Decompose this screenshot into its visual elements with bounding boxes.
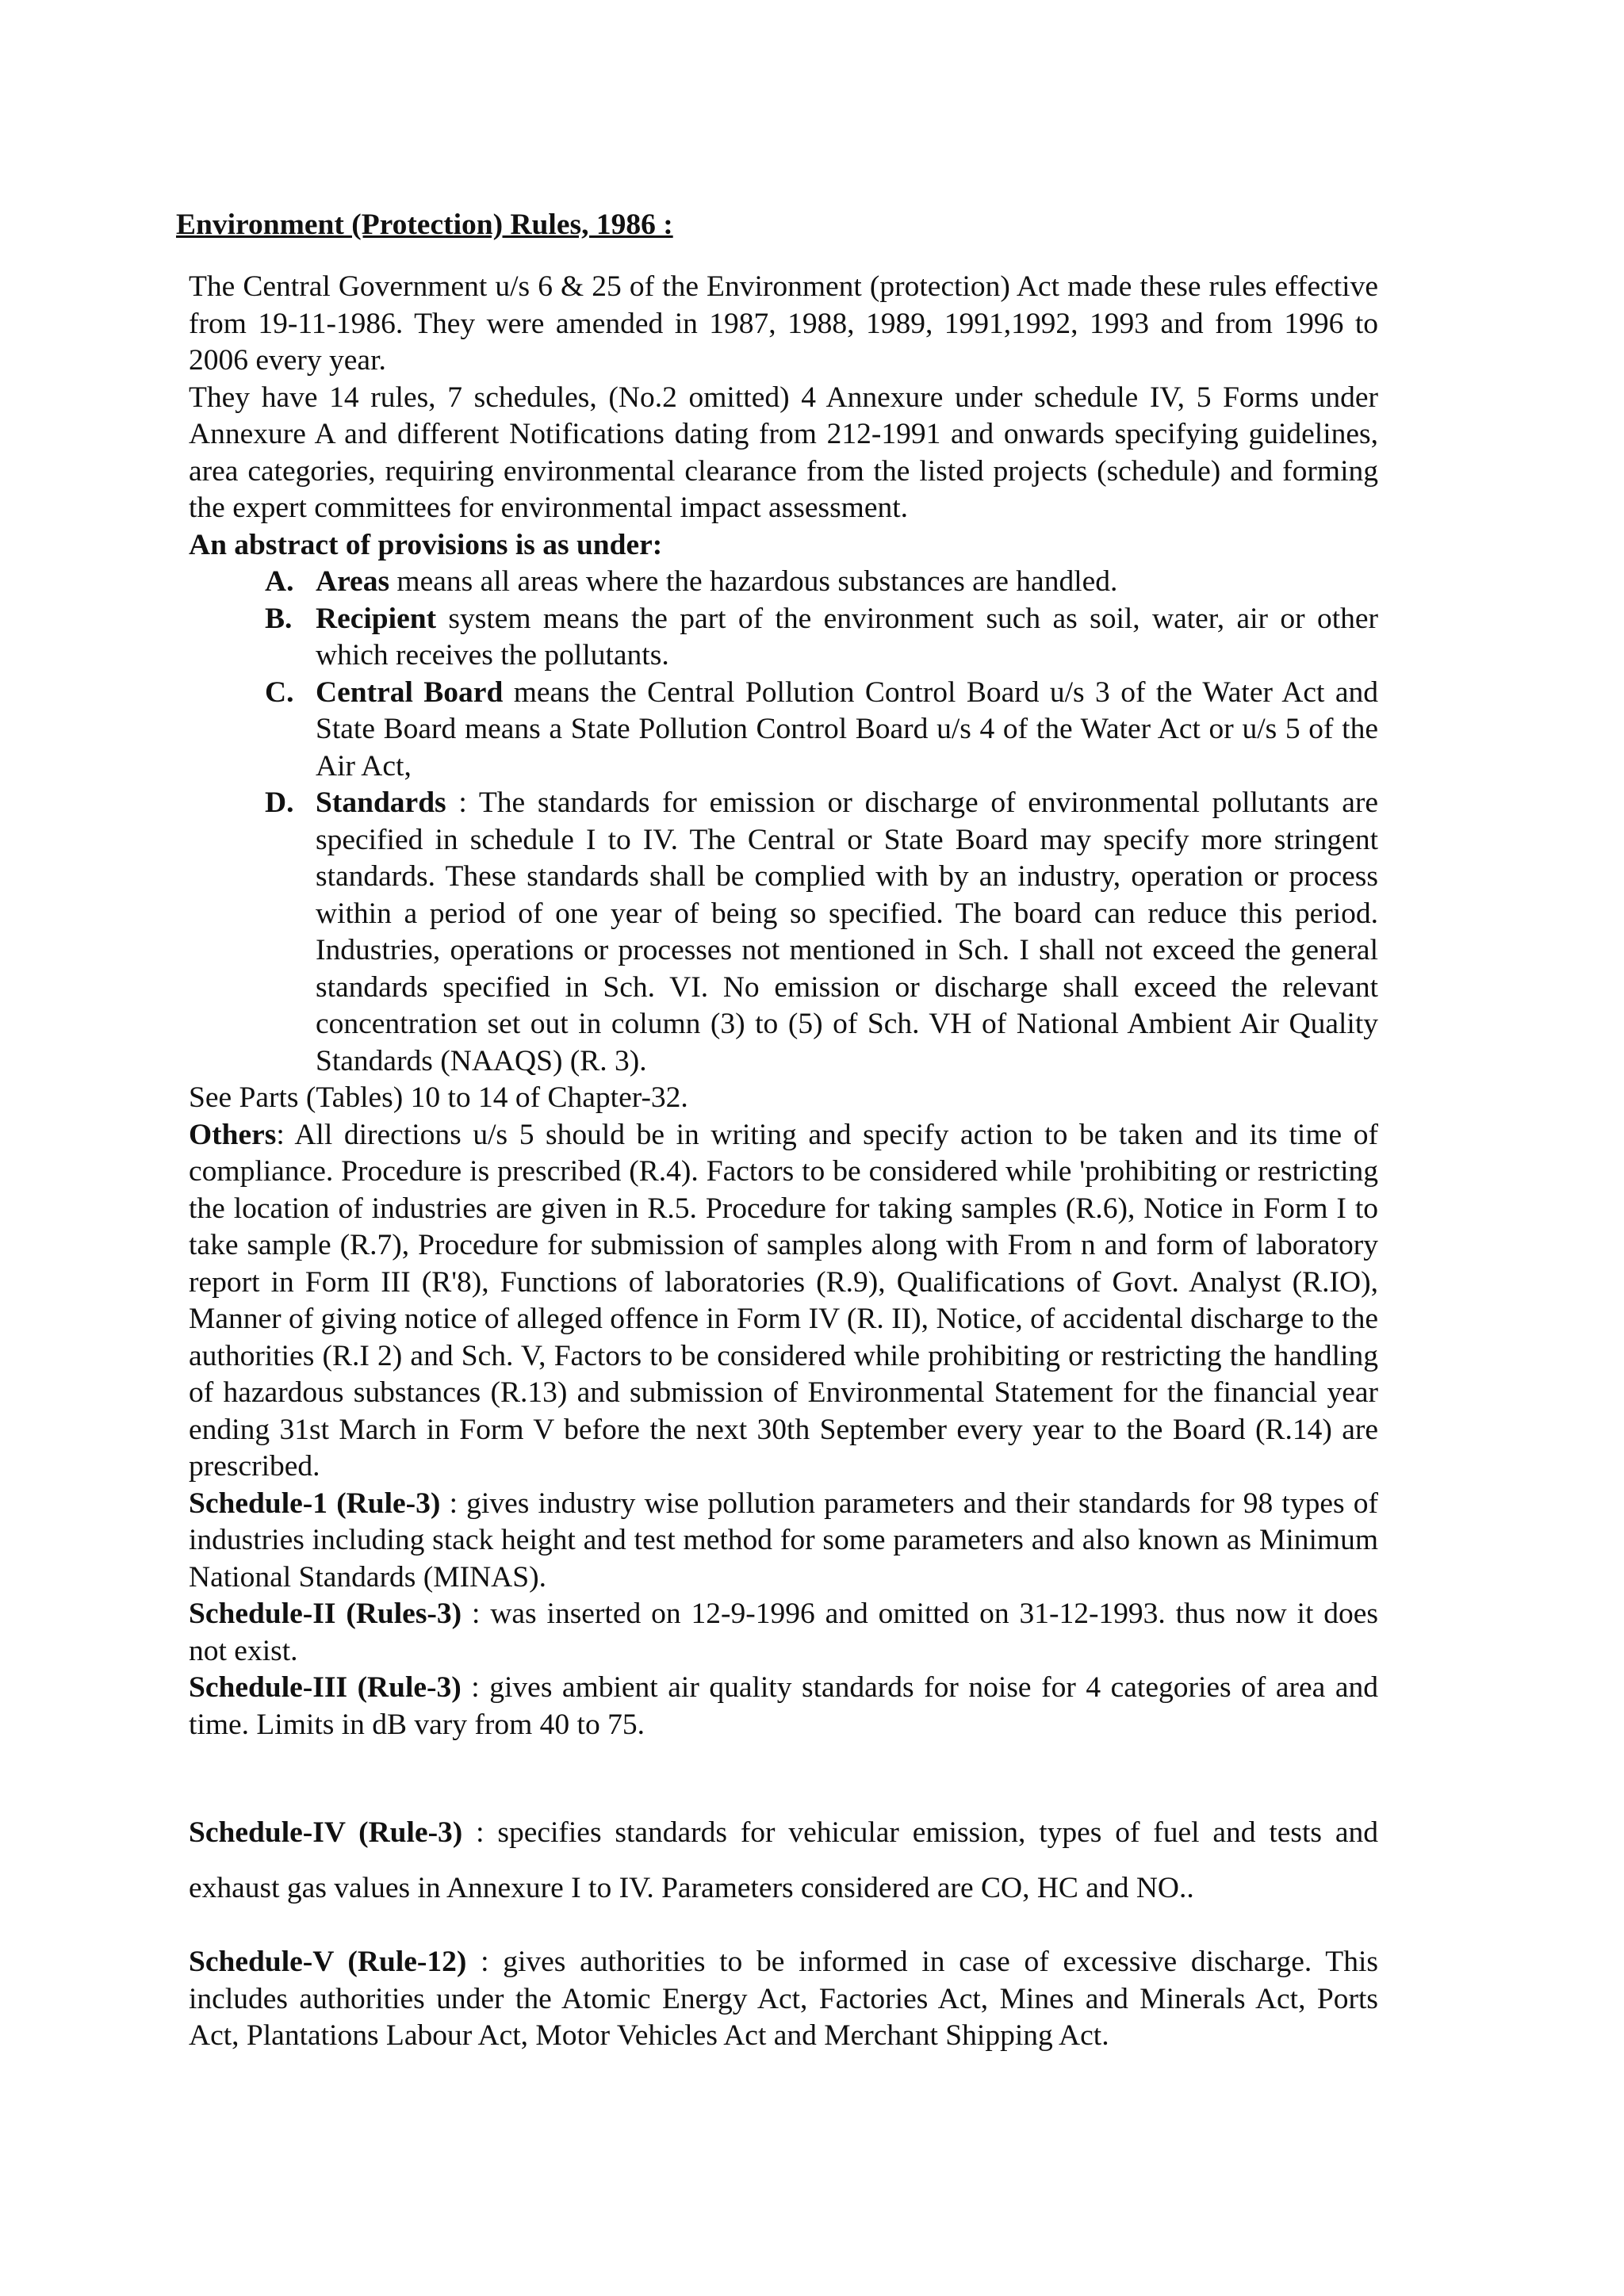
provision-marker: B. xyxy=(265,602,293,635)
document-title: Environment (Protection) Rules, 1986 : xyxy=(176,209,673,241)
provision-item-b xyxy=(189,601,1378,675)
provisions-list xyxy=(189,564,1378,1080)
provision-marker: D. xyxy=(265,786,294,819)
provision-item-d xyxy=(189,785,1378,1080)
schedule-5-block xyxy=(189,1944,1378,2055)
schedule-2-paragraph xyxy=(189,1596,1378,1670)
schedule-5-paragraph xyxy=(189,1944,1378,2055)
provision-term: Central Board xyxy=(316,675,504,709)
others-paragraph xyxy=(189,1117,1378,1486)
schedule-3-lead: Schedule-III (Rule-3) xyxy=(189,1671,462,1704)
main-body xyxy=(189,269,1378,1743)
schedule-4-text: : specifies standards for vehicular emission, types of fuel and tests and exhaust gas values in Annexure I to IV. Parameters considered are CO, HC and NO.. xyxy=(189,1816,1378,1904)
provision-text: : The standards for emission or discharge of environmental pollutants are specified in schedule I to IV. The Central or State Board may specify more stringent standards. These standards shall be complied with by an industry, operation or process within a period of one year of being so specified. The board can reduce this period. Industries, operations or processes not mentioned in Sch. I shall not exceed the general standards specified in Sch. VI. No emission or discharge shall exceed the relevant concentration set out in column (3) to (5) of Sch. VH of National Ambient Air Quality Standards (NAAQS) (R. 3). xyxy=(316,786,1378,1077)
schedule-5-text: : gives authorities to be informed in case of excessive discharge. This includes authorities under the Atomic Energy Act, Factories Act, Mines and Minerals Act, Ports Act, Plantations Labour Act, Motor Vehicles Act and Merchant Shipping Act. xyxy=(189,1946,1378,2052)
intro-paragraph-2: They have 14 rules, 7 schedules, (No.2 omitted) 4 Annexure under schedule IV, 5 Forms under Annexure A and different Notifications dating from 212-1991 and onwards specifying guidelines, area categories, requiring environmental clearance from the listed projects (schedule) and forming the expert committees for environmental impact assessment. xyxy=(189,381,1378,524)
schedule-1-paragraph xyxy=(189,1486,1378,1597)
schedule-3-text: : gives ambient air quality standards for noise for 4 categories of area and time. Limits in dB vary from 40 to 75. xyxy=(189,1671,1378,1741)
provision-item-a xyxy=(189,564,1378,601)
schedule-4-lead: Schedule-IV (Rule-3) xyxy=(189,1816,463,1849)
others-lead: Others xyxy=(189,1118,277,1151)
abstract-heading: An abstract of provisions is as under: xyxy=(189,528,663,561)
schedule-3-paragraph xyxy=(189,1670,1378,1743)
schedule-2-lead: Schedule-II (Rules-3) xyxy=(189,1598,462,1630)
provision-text: means all areas where the hazardous substances are handled. xyxy=(389,565,1118,598)
schedule-4-paragraph xyxy=(189,1805,1378,1916)
provision-marker: A. xyxy=(265,565,294,598)
schedule-1-text: : gives industry wise pollution parameters and their standards for 98 types of industries including stack height and test method for some parameters and also known as Minimum National Standards (MINAS). xyxy=(189,1487,1378,1594)
provision-text: means the Central Pollution Control Board u/s 3 of the Water Act and State Board means a State Pollution Control Board u/s 4 of the Water Act or u/s 5 of the Air Act, xyxy=(316,675,1378,783)
provision-item-c xyxy=(189,675,1378,786)
others-text: : All directions u/s 5 should be in writing and specify action to be taken and its time of compliance. Procedure is prescribed (R.4). Factors to be considered while 'prohibiting or restricting the location of industries are given in R.5. Procedure for taking samples (R.6), Notice in Form I to take sample (R.7), Procedure for submission of samples along with From n and form of laboratory report in Form III (R'8), Functions of laboratories (R.9), Qualifications of Govt. Analyst (R.IO), Manner of giving notice of alleged offence in Form IV (R. II), Notice, of accidental discharge to the authorities (R.I 2) and Sch. V, Factors to be considered while prohibiting or restricting the handling of hazardous substances (R.13) and submission of Environmental Statement for the financial year ending 31st March in Form V before the next 30th September every year to the Board (R.14) are prescribed. xyxy=(189,1118,1378,1483)
provision-marker: C. xyxy=(265,675,294,709)
schedule-5-lead: Schedule-V (Rule-12) xyxy=(189,1946,467,1978)
provision-term: Areas xyxy=(316,565,390,598)
schedule-1-lead: Schedule-1 (Rule-3) xyxy=(189,1487,441,1520)
intro-paragraph-1: The Central Government u/s 6 & 25 of the Environment (protection) Act made these rules effective from 19-11-1986. They were amended in 1987, 1988, 1989, 1991,1992, 1993 and from 1996 to 2006 every year. xyxy=(189,270,1378,377)
schedule-2-text: : was inserted on 12-9-1996 and omitted on 31-12-1993. thus now it does not exist. xyxy=(189,1598,1378,1667)
schedule-4-block xyxy=(189,1805,1378,1916)
provision-term: Recipient xyxy=(316,602,437,635)
provision-text: system means the part of the environment such as soil, water, air or other which receives the pollutants. xyxy=(316,602,1378,672)
provision-term: Standards xyxy=(316,786,446,819)
see-parts-note: See Parts (Tables) 10 to 14 of Chapter-32. xyxy=(189,1081,688,1114)
